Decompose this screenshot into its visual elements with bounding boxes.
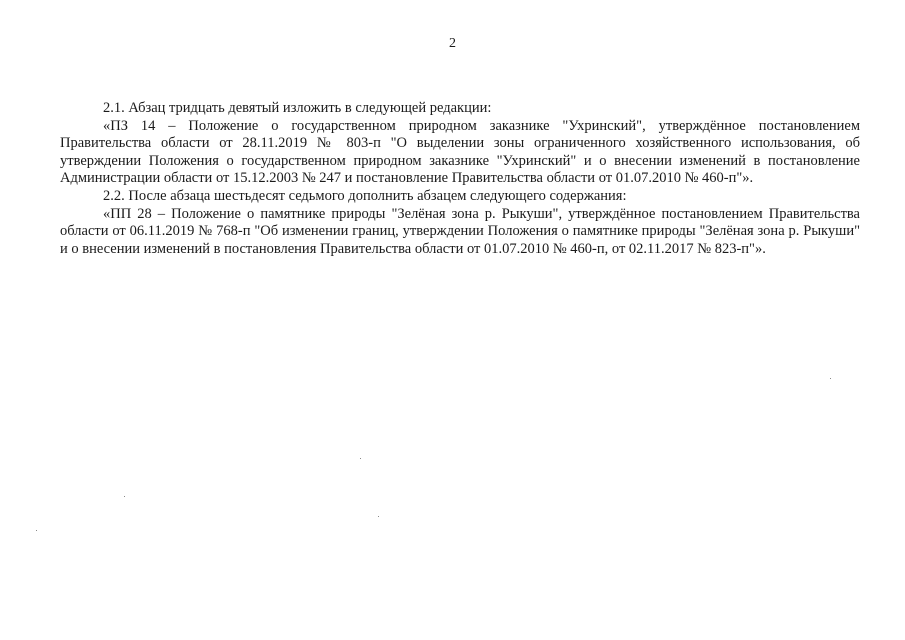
scan-speck	[360, 458, 361, 459]
scan-speck	[830, 378, 831, 379]
item-2-2-text: «ПП 28 – Положение о памятнике природы "Зелёная зона р. Рыкуши", утверждённое постановлением Правительства области от 06.11.2019 № 768-п "Об изменении границ, утверждении Положения о памятнике природы "Зелёная зона р. Рыкуши" и о внесении изменений в постановления Правительства области от 01.07.2010 № 460-п, от 02.11.2017 № 823-п"».	[60, 205, 860, 257]
scan-speck	[378, 516, 379, 517]
scan-speck	[124, 496, 125, 497]
page-number: 2	[449, 36, 456, 51]
item-2-1-heading: 2.1. Абзац тридцать девятый изложить в следующей редакции:	[103, 100, 492, 116]
item-2-2-heading: 2.2. После абзаца шестьдесят седьмого дополнить абзацем следующего содержания:	[103, 187, 627, 204]
document-body	[60, 100, 860, 258]
scan-speck	[36, 530, 37, 531]
item-2-1-text: «ПЗ 14 – Положение о государственном природном заказнике "Ухринский", утверждённое постановлением Правительства области от 28.11.2019 № 803-п "О выделении зоны ограниченного хозяйственного использования, об утверждении Положения о государственном природном заказнике "Ухринский" и о внесении изменений в постановление Администрации области от 15.12.2003 № 247 и постановление Правительства области от 01.07.2010 № 460-п"».	[60, 117, 860, 187]
